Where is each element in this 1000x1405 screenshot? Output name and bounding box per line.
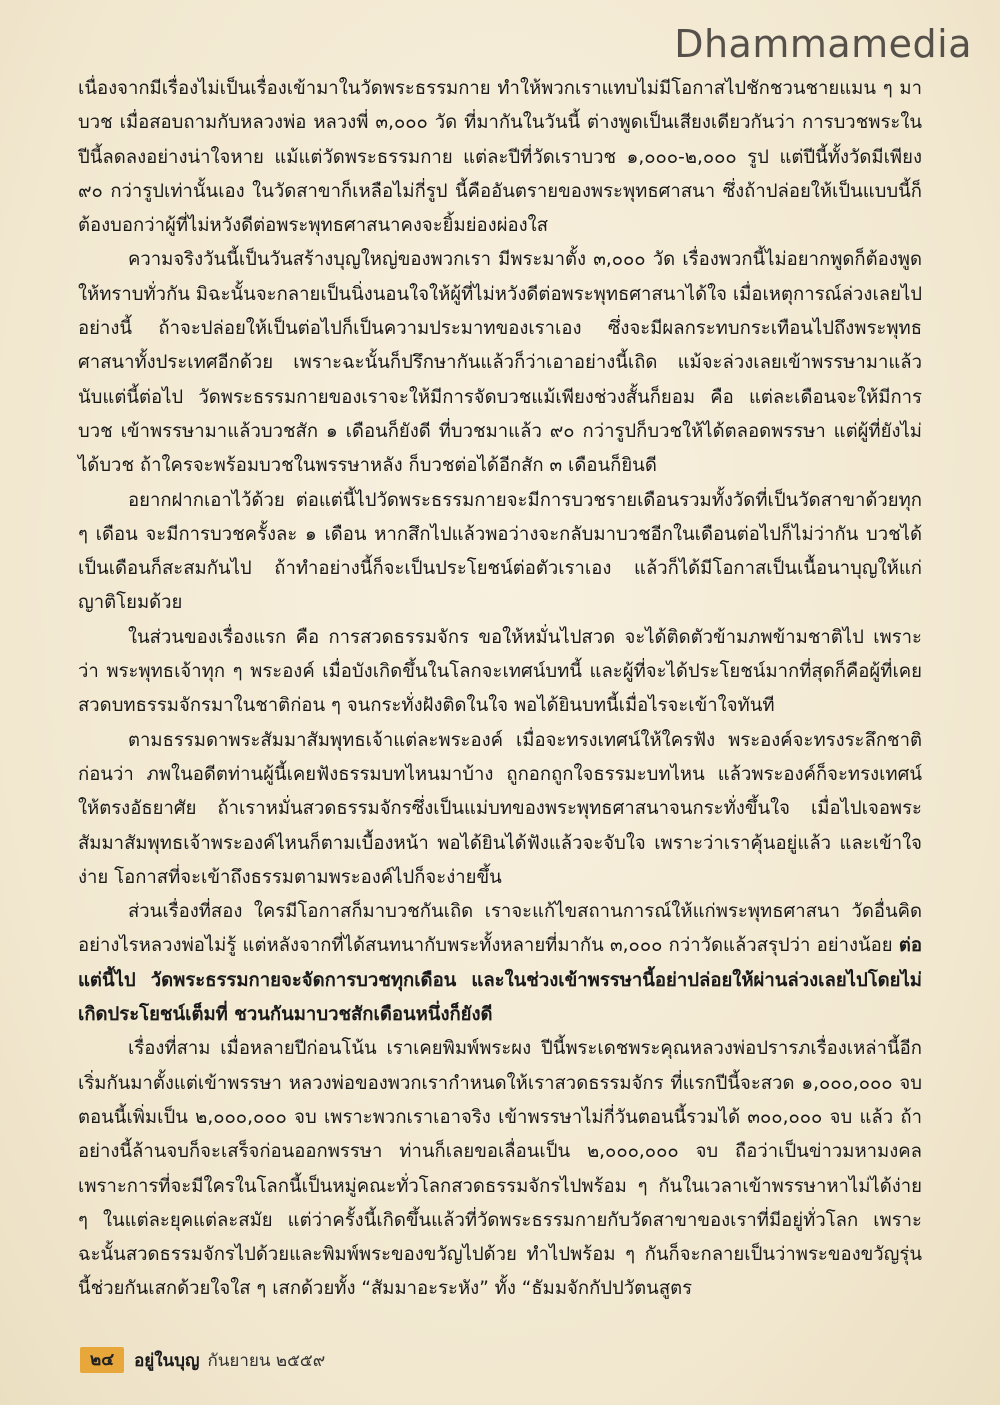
paragraph-3: อยากฝากเอาไว้ด้วย ต่อแต่นี้ไปวัดพระธรรมกายจะมีการบวชรายเดือนรวมทั้งวัดที่เป็นวัดสาขาด้วยทุก ๆ เดือน จะมีการบวชครั้งละ ๑ เดือน หากสึกไปแล้วพอว่างจะกลับมาบวชอีกในเดือนต่อไปก็ไม่ว่ากัน บวชได้เป็นเดือนก็สะสมกันไป ถ้าทำอย่างนี้ก็จะเป็นประโยชน์ต่อตัวเราเอง แล้วก็ได้มีโอกาสเป็นเนื้อนาบุญให้แก่ญาติโยมด้วย	[78, 489, 922, 614]
paragraph-6-bold: ต่อแต่นี้ไป วัดพระธรรมกายจะจัดการบวชทุกเดือน และในช่วงเข้าพรรษานี้อย่าปล่อยให้ผ่านล่วงเลยไปโดยไม่เกิดประโยชน์เต็มที่ ชวนกันมาบวชสักเดือนหนึ่งก็ยังดี	[78, 935, 922, 1026]
paragraph-2: ความจริงวันนี้เป็นวันสร้างบุญใหญ่ของพวกเรา มีพระมาตั้ง ๓,๐๐๐ วัด เรื่องพวกนี้ไม่อยากพูดก็ต้องพูดให้ทราบทั่วกัน มิฉะนั้นจะกลายเป็นนิ่งนอนใจให้ผู้ที่ไม่หวังดีต่อพระพุทธศาสนาได้ใจ เมื่อเหตุการณ์ล่วงเลยไปอย่างนี้ ถ้าจะปล่อยให้เป็นต่อไปก็เป็นความประมาทของเราเอง ซึ่งจะมีผลกระทบกระเทือนไปถึงพระพุทธศาสนาทั้งประเทศอีกด้วย เพราะฉะนั้นก็ปรึกษากันแล้วก็ว่าเอาอย่างนี้เถิด แม้จะล่วงเลยเข้าพรรษามาแล้ว นับแต่นี้ต่อไป วัดพระธรรมกายของเราจะให้มีการจัดบวชแม้เพียงช่วงสั้นก็ยอม คือ แต่ละเดือนจะให้มีการบวช เข้าพรรษามาแล้วบวชสัก ๑ เดือนก็ยังดี ที่บวชมาแล้ว ๙๐ กว่ารูปก็บวชให้ได้ตลอดพรรษา แต่ผู้ที่ยังไม่ได้บวช ถ้าใครจะพร้อมบวชในพรรษาหลัง ก็บวชต่อได้อีกสัก ๓ เดือนก็ยินดี	[78, 249, 922, 477]
page-footer	[80, 1346, 325, 1374]
magazine-name: อยู่ในบุญ	[134, 1350, 200, 1371]
paragraph-6-text: ส่วนเรื่องที่สอง ใครมีโอกาสก็มาบวชกันเถิด เราจะแก้ไขสถานการณ์ให้แก่พระพุทธศาสนา วัดอื่นคิดอย่างไรหลวงพ่อไม่รู้ แต่หลังจากที่ได้สนทนากับพระทั้งหลายที่มากัน ๓,๐๐๐ กว่าวัดแล้วสรุปว่า อย่างน้อย	[78, 901, 922, 957]
issue-date: กันยายน ๒๕๕๙	[207, 1350, 326, 1371]
page-number: ๒๔	[80, 1347, 124, 1373]
article-body	[78, 72, 922, 1307]
paragraph-4: ในส่วนของเรื่องแรก คือ การสวดธรรมจักร ขอให้หมั่นไปสวด จะได้ติดตัวข้ามภพข้ามชาติไป เพราะว่า พระพุทธเจ้าทุก ๆ พระองค์ เมื่อบังเกิดขึ้นในโลกจะเทศน์บทนี้ และผู้ที่จะได้ประโยชน์มากที่สุดก็คือผู้ที่เคยสวดบทธรรมจักรมาในชาติก่อน ๆ จนกระทั่งฝังติดในใจ พอได้ยินบทนี้เมื่อไรจะเข้าใจทันที	[78, 626, 922, 717]
paragraph-6	[78, 895, 922, 1032]
brand-title: Dhammamedia	[674, 22, 972, 66]
paragraph-5: ตามธรรมดาพระสัมมาสัมพุทธเจ้าแต่ละพระองค์ เมื่อจะทรงเทศน์ให้ใครฟัง พระองค์จะทรงระลึกชาติก่อนว่า ภพในอดีตท่านผู้นี้เคยฟังธรรมบทไหนมาบ้าง ถูกอกถูกใจธรรมะบทไหน แล้วพระองค์ก็จะทรงเทศน์ให้ตรงอัธยาศัย ถ้าเราหมั่นสวดธรรมจักรซึ่งเป็นแม่บทของพระพุทธศาสนาจนกระทั่งขึ้นใจ เมื่อไปเจอพระสัมมาสัมพุทธเจ้าพระองค์ไหนก็ตามเบื้องหน้า พอได้ยินได้ฟังแล้วจะจับใจ เพราะว่าเราคุ้นอยู่แล้ว และเข้าใจง่าย โอกาสที่จะเข้าถึงธรรมตามพระองค์ไปก็จะง่ายขึ้น	[78, 729, 922, 888]
paragraph-7: เรื่องที่สาม เมื่อหลายปีก่อนโน้น เราเคยพิมพ์พระผง ปีนี้พระเดชพระคุณหลวงพ่อปรารภเรื่องเหล่านี้อีก เริ่มกันมาตั้งแต่เข้าพรรษา หลวงพ่อของพวกเรากำหนดให้เราสวดธรรมจักร ที่แรกปีนี้จะสวด ๑,๐๐๐,๐๐๐ จบ ตอนนี้เพิ่มเป็น ๒,๐๐๐,๐๐๐ จบ เพราะพวกเราเอาจริง เข้าพรรษาไม่กี่วันตอนนี้รวมได้ ๓๐๐,๐๐๐ จบ แล้ว ถ้าอย่างนี้ล้านจบก็จะเสร็จก่อนออกพรรษา ท่านก็เลยขอเลื่อนเป็น ๒,๐๐๐,๐๐๐ จบ ถือว่าเป็นข่าวมหามงคล เพราะการที่จะมีใครในโลกนี้เป็นหมู่คณะทั่วโลกสวดธรรมจักรไปพร้อม ๆ กันในเวลาเข้าพรรษาหาไม่ได้ง่าย ๆ ในแต่ละยุคแต่ละสมัย แต่ว่าครั้งนี้เกิดขึ้นแล้วที่วัดพระธรรมกายกับวัดสาขาของเราที่มีอยู่ทั่วโลก เพราะฉะนั้นสวดธรรมจักรไปด้วยและพิมพ์พระของขวัญไปด้วย ทำไปพร้อม ๆ กันก็จะกลายเป็นว่าพระของขวัญรุ่นนี้ช่วยกันเสกด้วยใจใส ๆ เสกด้วยทั้ง “สัมมาอะระหัง” ทั้ง “ธัมมจักกัปปวัตนสูตร	[78, 1038, 922, 1300]
paragraph-1: เนื่องจากมีเรื่องไม่เป็นเรื่องเข้ามาในวัดพระธรรมกาย ทำให้พวกเราแทบไม่มีโอกาสไปชักชวนชายแมน ๆ มาบวช เมื่อสอบถามกับหลวงพ่อ หลวงพี่ ๓,๐๐๐ วัด ที่มากันในวันนี้ ต่างพูดเป็นเสียงเดียวกันว่า การบวชพระในปีนี้ลดลงอย่างน่าใจหาย แม้แต่วัดพระธรรมกาย แต่ละปีที่วัดเราบวช ๑,๐๐๐-๒,๐๐๐ รูป แต่ปีนี้ทั้งวัดมีเพียง ๙๐ กว่ารูปเท่านั้นเอง ในวัดสาขาก็เหลือไม่กี่รูป นี้คืออันตรายของพระพุทธศาสนา ซึ่งถ้าปล่อยให้เป็นแบบนี้ก็ต้องบอกว่าผู้ที่ไม่หวังดีต่อพระพุทธศาสนาคงจะยิ้มย่องผ่องใส	[78, 78, 922, 237]
